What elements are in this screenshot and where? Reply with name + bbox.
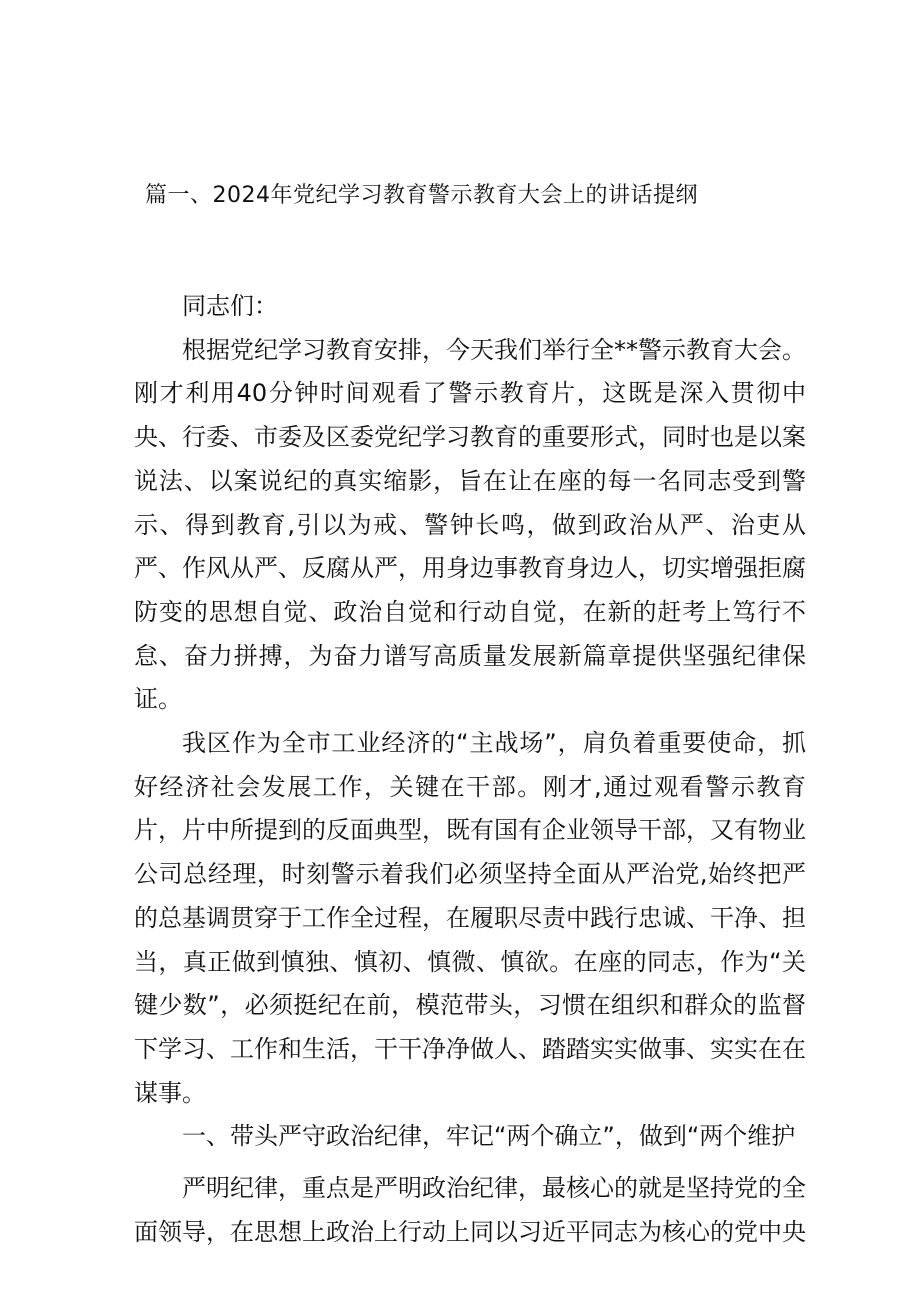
document-title: 篇一、2024年党纪学习教育警示教育大会上的讲话提纲 — [145, 183, 698, 208]
paragraph-intro: 根据党纪学习教育安排，今天我们举行全**警示教育大会。刚才利用40分钟时间观看了警示教育片，这既是深入贯彻中央、行委、市委及区委党纪学习教育的重要形式，同时也是以案说法、以案说纪的真实缩影，旨在让在座的每一名同志受到警示、得到教育,引以为戒、警钟长鸣，做到政治从严、治吏从严、作风从严、反腐从严，用身边事教育身边人，切实增强拒腐防变的思想自觉、政治自觉和行动自觉，在新的赶考上笃行不怠、奋力拼搏，为奋力谱写高质量发展新篇章提供坚强纪律保证。 — [134, 335, 806, 714]
document-body — [134, 285, 806, 1254]
section-heading-1: 一、带头严守政治纪律，牢记“两个确立”，做到“两个维护 — [182, 1122, 796, 1151]
salutation: 同志们： — [182, 292, 278, 320]
paragraph-district: 我区作为全市工业经济的“主战场”，肩负着重要使命，抓好经济社会发展工作，关键在干部。刚才,通过观看警示教育片，片中所提到的反面典型，既有国有企业领导干部，又有物业公司总经理，时刻警示着我们必须坚持全面从严治党,始终把严的总基调贯穿于工作全过程，在履职尽责中践行忠诚、干净、担当，真正做到慎独、慎初、慎微、慎欲。在座的同志，作为“关键少数”，必须挺纪在前，模范带头，习惯在组织和群众的监督下学习、工作和生活，干干净净做人、踏踏实实做事、实实在在谋事。 — [134, 729, 806, 1107]
paragraph-discipline: 严明纪律，重点是严明政治纪律，最核心的就是坚持党的全面领导，在思想上政治上行动上同以习近平同志为核心的党中央 — [134, 1174, 806, 1246]
